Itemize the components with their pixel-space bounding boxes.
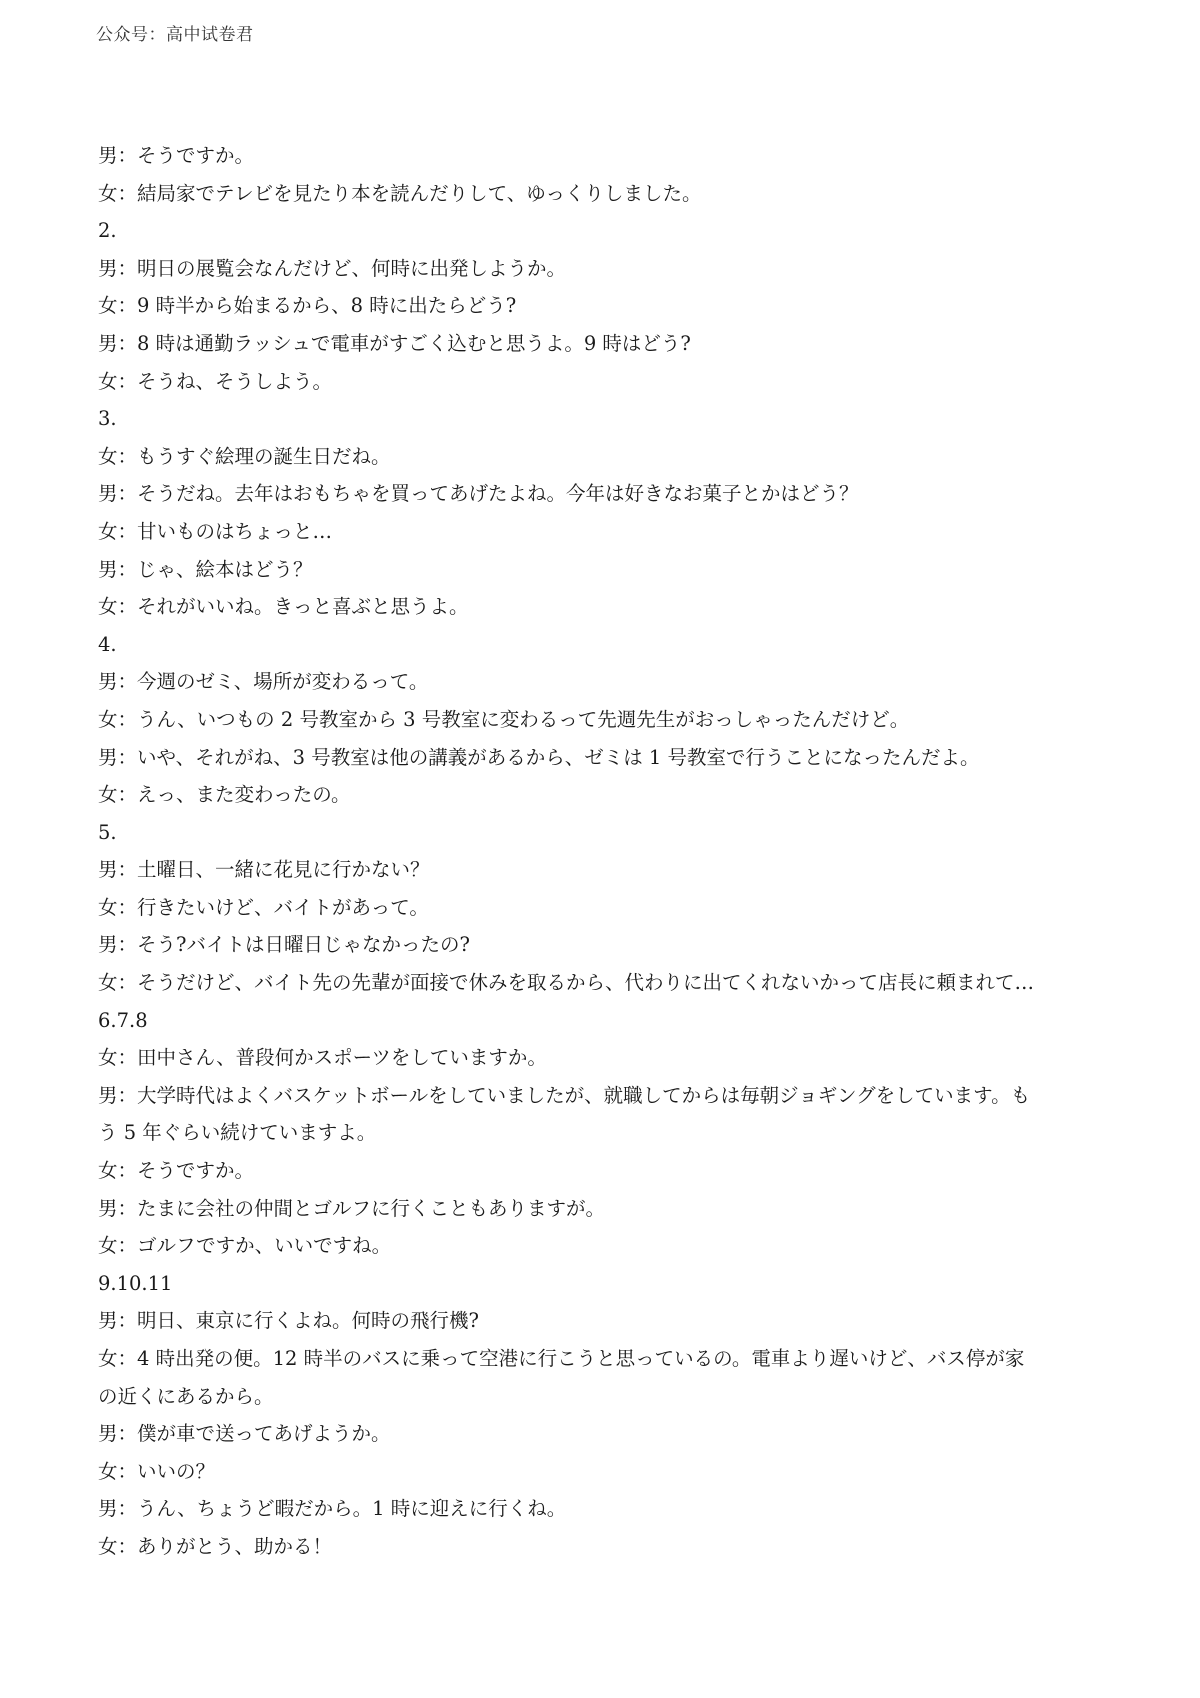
text-line: 女：ありがとう、助かる！ <box>98 1534 333 1558</box>
text-line: 女：田中さん、普段何かスポーツをしていますか。 <box>98 1046 547 1070</box>
text-line: 男：そうだね。去年はおもちゃを買ってあげたよね。今年は好きなお菓子とかはどう？ <box>98 482 859 506</box>
section-number: 9.10.11 <box>98 1271 173 1295</box>
text-line: 男：そう?バイトは日曜日じゃなかったの? <box>98 933 470 957</box>
text-line: 男：じゃ、絵本はどう？ <box>98 557 313 581</box>
text-line: 男：大学時代はよくバスケットボールをしていましたが、就職してからは毎朝ジョギングをしています。も <box>98 1083 1031 1107</box>
text-line: 男：そうですか。 <box>98 144 255 167</box>
text-line: 女：そうね、そうしよう。 <box>98 369 333 393</box>
text-line: 男：たまに会社の仲間とゴルフに行くこともありますが。 <box>98 1196 606 1220</box>
text-line: 男：うん、ちょうど暇だから。1 時に迎えに行くね。 <box>98 1497 567 1521</box>
text-line: 女：行きたいけど、バイトがあって。 <box>98 895 429 919</box>
text-line: 男：僕が車で送ってあげようか。 <box>98 1422 391 1446</box>
text-line: 男：いや、それがね、3 号教室は他の講義があるから、ゼミは 1 号教室で行うことになったんだよ。 <box>98 745 980 769</box>
text-line: 男：土曜日、一緒に花見に行かない？ <box>98 858 430 882</box>
section-number: 2. <box>98 219 117 243</box>
text-line: 女：4 時出発の便。12 時半のバスに乗って空港に行こうと思っているの。電車より遅いけど、バス停が家 <box>98 1347 1025 1370</box>
section-number: 6.7.8 <box>98 1008 148 1032</box>
text-line: 女：結局家でテレビを見たり本を読んだりして、ゆっくりしました。 <box>98 181 702 205</box>
text-line: う 5 年ぐらい続けていますよ。 <box>98 1121 377 1145</box>
text-line: 男：8 時は通勤ラッシュで電車がすごく込むと思うよ。9 時はどう? <box>98 331 691 355</box>
transcript-body <box>98 137 1118 1566</box>
text-line: 女：9 時半から始まるから、8 時に出たらどう? <box>98 294 517 318</box>
text-line: 女：えっ、また変わったの。 <box>98 783 351 807</box>
text-line: 女：いいの？ <box>98 1459 216 1483</box>
section-number: 3. <box>98 407 117 431</box>
page-header: 公众号：高中试卷君 <box>96 25 254 45</box>
section-number: 4. <box>98 632 117 656</box>
text-line: 女：うん、いつもの 2 号教室から 3 号教室に変わるって先週先生がおっしゃったんだけど。 <box>98 707 910 731</box>
text-line: 女：それがいいね。きっと喜ぶと思うよ。 <box>98 595 469 619</box>
text-line: 男：今週のゼミ、場所が変わるって。 <box>98 670 429 694</box>
text-line: 女：もうすぐ絵理の誕生日だね。 <box>98 444 391 468</box>
section-number: 5. <box>98 820 117 844</box>
text-line: 男：明日の展覧会なんだけど、何時に出発しようか。 <box>98 256 567 280</box>
text-line: 男：明日、東京に行くよね。何時の飛行機? <box>98 1309 479 1333</box>
text-line: 女：ゴルフですか、いいですね。 <box>98 1234 392 1258</box>
text-line: 女：そうだけど、バイト先の先輩が面接で休みを取るから、代わりに出てくれないかって店長に頼まれて… <box>98 971 1035 995</box>
text-line: 女：甘いものはちょっと… <box>98 519 333 543</box>
text-line: の近くにあるから。 <box>98 1384 274 1408</box>
text-line: 女：そうですか。 <box>98 1159 255 1183</box>
